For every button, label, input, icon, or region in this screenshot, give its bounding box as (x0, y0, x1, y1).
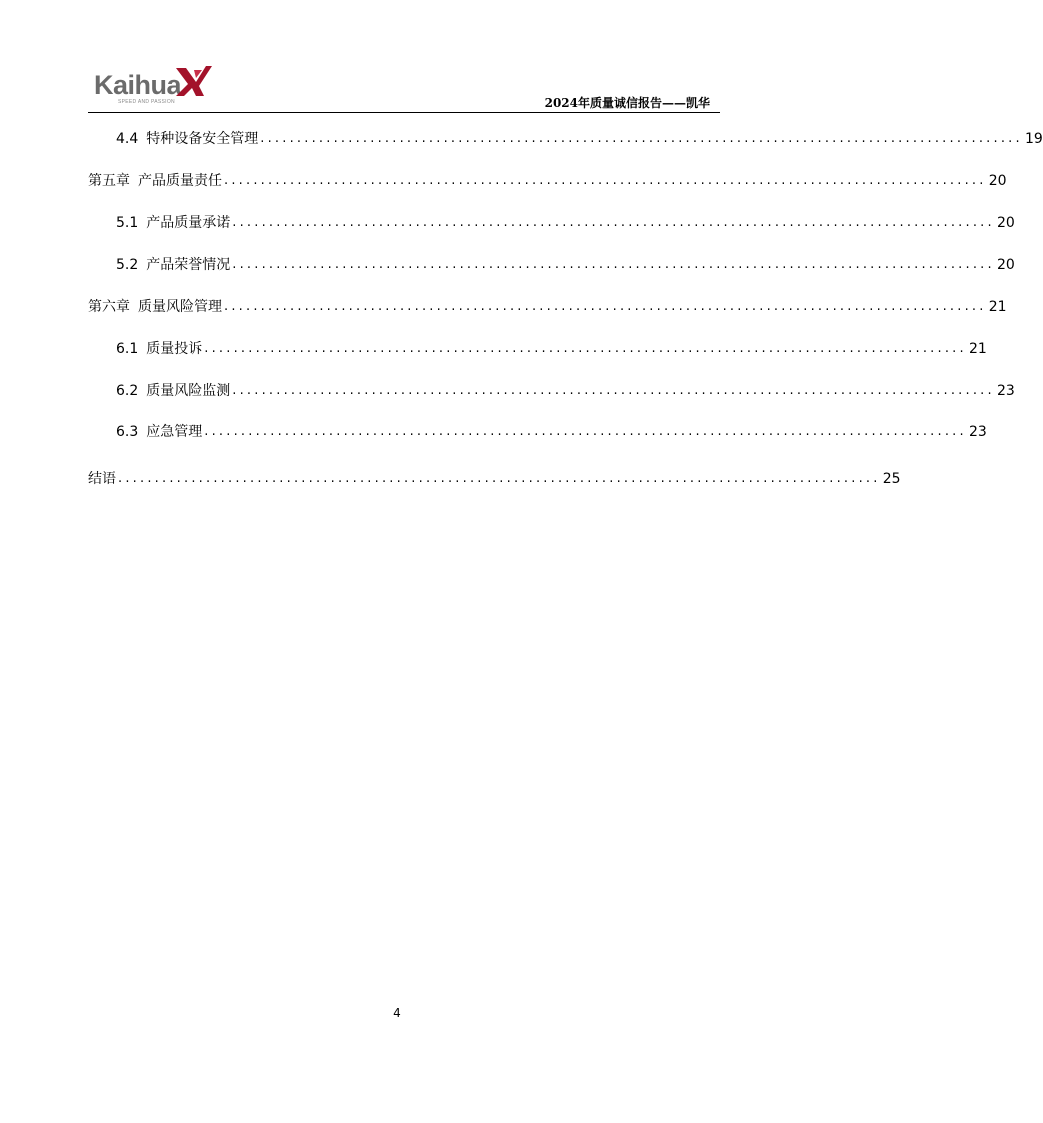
toc-leader-dots: ........................................................................................................ (118, 471, 881, 486)
toc-entry-number: 6.1 (116, 341, 139, 357)
toc-title-char: 语 (102, 471, 116, 487)
toc-entry-page: 25 (882, 471, 901, 487)
toc-entry-page: 23 (969, 424, 987, 440)
toc-leader-dots: ........................................................................................................ (232, 257, 995, 272)
toc-entry-number: 第六章 (88, 299, 130, 315)
toc-entry-chapter-6[interactable] (88, 294, 1007, 316)
logo-tagline: SPEED AND PASSION (118, 99, 175, 105)
toc-entry-title: 质量风险管理 (138, 299, 222, 315)
toc-leader-dots: ........................................................................................................ (232, 383, 995, 398)
toc-entry-number: 6.2 (116, 383, 139, 399)
toc-entry-title (88, 470, 116, 488)
toc-entry-number: 5.1 (116, 215, 139, 231)
report-title: 2024年质量诚信报告——凯华 (544, 96, 710, 110)
toc-title-char: 结 (88, 471, 102, 487)
toc-leader-dots: ........................................................................................................ (224, 299, 987, 314)
kaihua-x-mark-icon (172, 64, 212, 98)
company-logo (94, 62, 214, 108)
toc-entry-page: 20 (988, 173, 1007, 189)
toc-entry-number: 4.4 (116, 131, 139, 147)
toc-entry-page: 19 (1025, 131, 1043, 147)
toc-entry-4-4[interactable] (116, 126, 1043, 148)
toc-entry-conclusion[interactable] (88, 466, 901, 488)
toc-entry-title: 应急管理 (146, 424, 203, 440)
toc-leader-dots: ........................................................................................................ (204, 424, 967, 439)
toc-entry-page: 21 (969, 341, 987, 357)
toc-leader-dots: ........................................................................................................ (204, 341, 967, 356)
toc-entry-6-1[interactable] (116, 336, 987, 358)
toc-leader-dots: ........................................................................................................ (260, 131, 1023, 146)
toc-entry-page: 20 (997, 215, 1015, 231)
toc-entry-6-3[interactable] (116, 419, 987, 441)
toc-entry-page: 20 (997, 257, 1015, 273)
toc-entry-title: 产品质量承诺 (146, 215, 231, 231)
page-header (88, 60, 720, 114)
toc-leader-dots: ........................................................................................................ (232, 215, 995, 230)
header-divider (88, 112, 720, 113)
toc-entry-number: 6.3 (116, 424, 139, 440)
toc-entry-page: 23 (997, 383, 1015, 399)
toc-entry-page: 21 (988, 299, 1007, 315)
toc-leader-dots: ........................................................................................................ (224, 173, 987, 188)
toc-entry-title: 质量风险监测 (146, 383, 231, 399)
toc-entry-title: 特种设备安全管理 (146, 131, 259, 147)
toc-entry-5-2[interactable] (116, 252, 1015, 274)
toc-entry-number: 第五章 (88, 173, 130, 189)
toc-entry-number: 5.2 (116, 257, 139, 273)
toc-entry-5-1[interactable] (116, 210, 1015, 232)
toc-entry-chapter-5[interactable] (88, 168, 1007, 190)
logo-wordmark: Kaihua (94, 70, 182, 100)
toc-entry-title: 产品荣誉情况 (146, 257, 231, 273)
toc-entry-6-2[interactable] (116, 378, 1015, 400)
toc-entry-title: 产品质量责任 (138, 173, 222, 189)
toc-entry-title: 质量投诉 (146, 341, 203, 357)
page-number: 4 (393, 1006, 401, 1020)
